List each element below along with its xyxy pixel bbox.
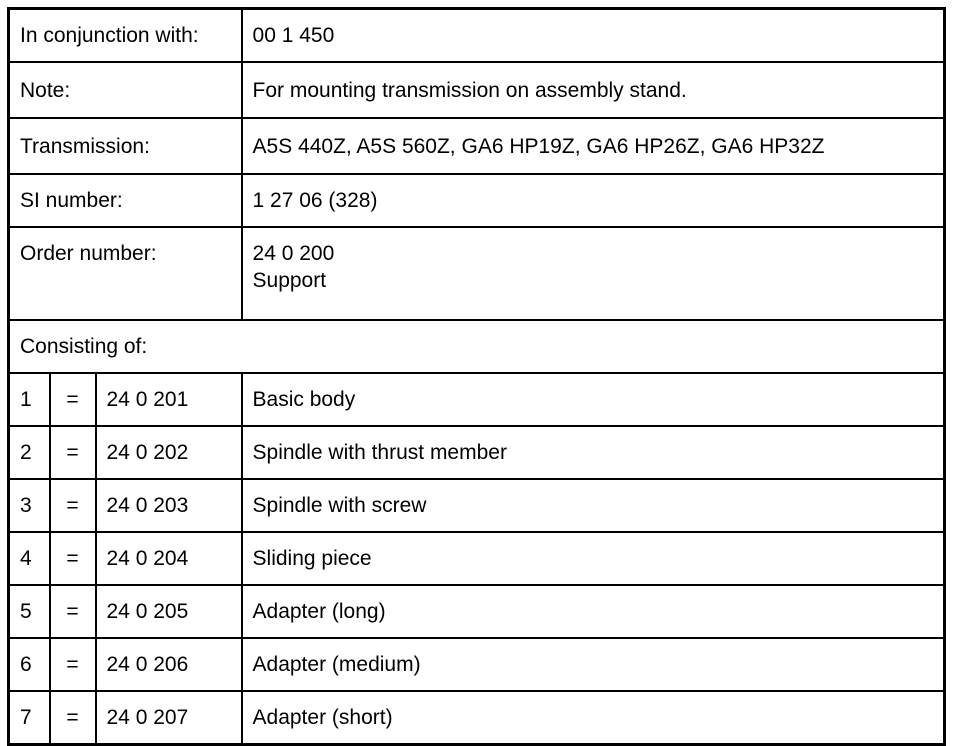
consisting-of-row bbox=[9, 320, 945, 373]
part-number-index: 7 bbox=[9, 691, 50, 745]
order-number-label: Order number: bbox=[9, 227, 242, 320]
part-row bbox=[9, 638, 945, 691]
part-number-index: 6 bbox=[9, 638, 50, 691]
part-description: Adapter (medium) bbox=[242, 638, 945, 691]
order-number-row bbox=[9, 227, 945, 320]
part-description: Adapter (short) bbox=[242, 691, 945, 745]
order-number-value bbox=[242, 227, 945, 320]
part-code: 24 0 206 bbox=[96, 638, 242, 691]
part-number-index: 2 bbox=[9, 426, 50, 479]
consisting-of-label: Consisting of: bbox=[9, 320, 945, 373]
part-number-index: 4 bbox=[9, 532, 50, 585]
si-number-label: SI number: bbox=[9, 174, 242, 227]
equals-sign: = bbox=[50, 585, 96, 638]
transmission-label: Transmission: bbox=[9, 118, 242, 174]
part-code: 24 0 201 bbox=[96, 373, 242, 426]
part-code: 24 0 207 bbox=[96, 691, 242, 745]
conjunction-row bbox=[9, 9, 945, 63]
equals-sign: = bbox=[50, 691, 96, 745]
transmission-row bbox=[9, 118, 945, 174]
part-row bbox=[9, 532, 945, 585]
transmission-value: A5S 440Z, A5S 560Z, GA6 HP19Z, GA6 HP26Z, GA6 HP32Z bbox=[242, 118, 945, 174]
equals-sign: = bbox=[50, 426, 96, 479]
part-description: Adapter (long) bbox=[242, 585, 945, 638]
part-description: Spindle with screw bbox=[242, 479, 945, 532]
part-row bbox=[9, 426, 945, 479]
part-code: 24 0 205 bbox=[96, 585, 242, 638]
si-number-row bbox=[9, 174, 945, 227]
part-row bbox=[9, 691, 945, 745]
conjunction-label: In conjunction with: bbox=[9, 9, 242, 63]
part-code: 24 0 202 bbox=[96, 426, 242, 479]
part-row bbox=[9, 585, 945, 638]
part-code: 24 0 203 bbox=[96, 479, 242, 532]
part-description: Basic body bbox=[242, 373, 945, 426]
part-description: Spindle with thrust member bbox=[242, 426, 945, 479]
equals-sign: = bbox=[50, 479, 96, 532]
note-value: For mounting transmission on assembly stand. bbox=[242, 62, 945, 118]
part-number-index: 5 bbox=[9, 585, 50, 638]
si-number-value: 1 27 06 (328) bbox=[242, 174, 945, 227]
special-tool-table bbox=[7, 7, 946, 746]
part-description: Sliding piece bbox=[242, 532, 945, 585]
order-number-description: Support bbox=[252, 269, 327, 292]
part-code: 24 0 204 bbox=[96, 532, 242, 585]
part-row bbox=[9, 479, 945, 532]
conjunction-value: 00 1 450 bbox=[242, 9, 945, 63]
order-number-code: 24 0 200 bbox=[252, 242, 335, 265]
part-number-index: 3 bbox=[9, 479, 50, 532]
part-row bbox=[9, 373, 945, 426]
equals-sign: = bbox=[50, 532, 96, 585]
part-number-index: 1 bbox=[9, 373, 50, 426]
equals-sign: = bbox=[50, 373, 96, 426]
equals-sign: = bbox=[50, 638, 96, 691]
note-row bbox=[9, 62, 945, 118]
note-label: Note: bbox=[9, 62, 242, 118]
